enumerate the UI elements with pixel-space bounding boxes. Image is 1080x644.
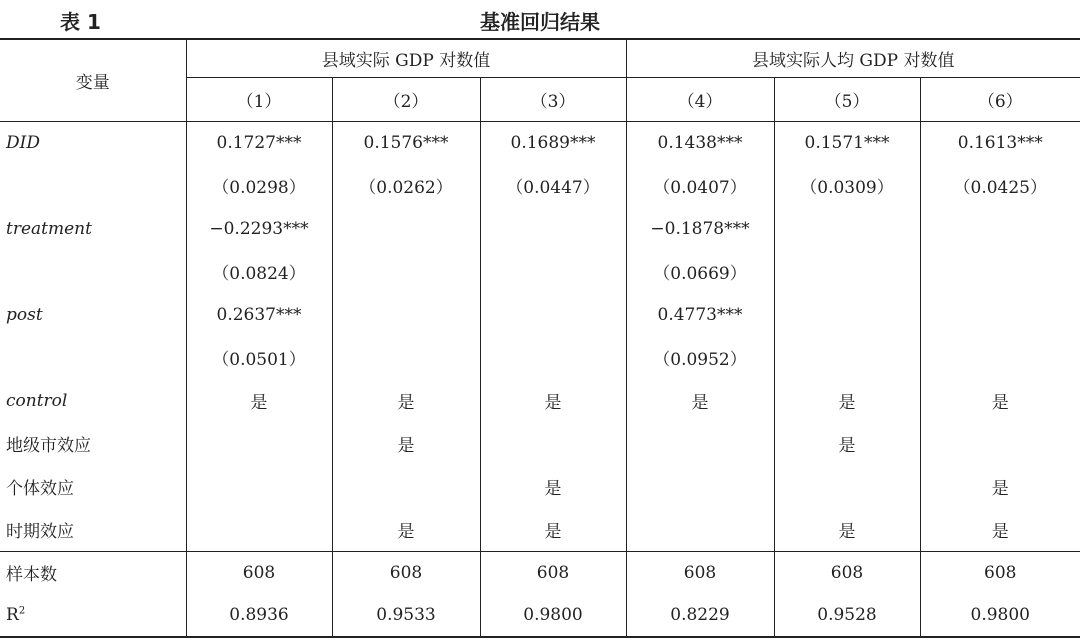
table-cell [626,508,774,551]
table-cell: 是 [186,379,332,422]
table-cell: 是 [991,521,1009,542]
table-cell [774,250,920,293]
table-cell: （0.0824） [186,250,332,293]
table-row [0,293,1080,336]
row-label: DID [0,121,186,164]
table-title: 基准回归结果 [480,10,600,34]
table-cell: （0.0407） [626,164,774,207]
table-cell: 0.1689*** [480,121,626,164]
row-label: 地级市效应 [0,422,186,465]
table-cell: 是 [332,422,480,465]
table-cell: 0.1613*** [920,121,1080,164]
table-row [0,207,1080,250]
table-cell: 0.1727*** [186,121,332,164]
table-cell: 是 [774,422,920,465]
table-cell [774,293,920,336]
table-cell: 是 [332,508,480,551]
table-cell [920,336,1080,379]
table-cell [332,207,480,250]
table-cell: 是 [480,379,626,422]
table-cell: 0.1571*** [774,121,920,164]
table-cell [920,250,1080,293]
table-cell [480,293,626,336]
table-cell: （0.0669） [626,250,774,293]
table-row [0,465,1080,508]
header-col: （5） [774,77,920,121]
table-cell: 是 [991,479,1009,499]
row-label [0,594,186,637]
table-row [0,250,1080,293]
row-label: treatment [0,207,186,250]
table-row [0,508,1080,551]
table-cell: 0.4773*** [626,293,774,336]
table-cell: 是 [991,393,1009,413]
table-cell: （0.0447） [480,164,626,207]
header-col: （3） [480,77,626,121]
table-cell [186,422,332,465]
table-cell: 608 [480,551,626,594]
table-cell [480,422,626,465]
table-cell: 608 [332,551,480,594]
header-col: （2） [332,77,480,121]
table-cell [332,250,480,293]
table-row [0,551,1080,594]
table-cell [920,422,1080,465]
table-cell: （0.0298） [186,164,332,207]
table-cell [480,336,626,379]
header-group-gdp-per-capita: 县域实际人均 GDP 对数值 [626,39,1080,77]
row-label [0,250,186,293]
table-label: 表 1 [60,10,101,34]
table-cell: 是 [774,379,920,422]
table-row [0,379,1080,422]
table-row [0,594,1080,637]
header-col: （1） [186,77,332,121]
header-col: （4） [626,77,774,121]
table-row [0,336,1080,379]
table-cell [186,508,332,551]
table-cell: （0.0262） [332,164,480,207]
row-label: 时期效应 [0,508,186,551]
row-label: control [0,379,186,422]
table-cell: 是 [774,508,920,551]
table-cell [626,422,774,465]
table-cell [920,207,1080,250]
table-cell: 0.9800 [480,594,626,637]
row-label-sup: 2 [18,605,26,617]
table-caption [0,4,1080,34]
table-cell: 0.8229 [626,594,774,637]
table-cell: 0.1576*** [332,121,480,164]
table-cell: 0.8936 [186,594,332,637]
row-label: 个体效应 [0,465,186,508]
regression-table [0,38,1080,638]
table-cell: 0.2637*** [186,293,332,336]
row-label: post [0,293,186,336]
table-cell: 0.1438*** [626,121,774,164]
table-cell [480,207,626,250]
table-row [0,121,1080,164]
row-label-base: R [6,605,19,625]
table-cell: 608 [774,551,920,594]
table-cell: 0.9528 [774,594,920,637]
table-cell: −0.2293*** [186,207,332,250]
table-row [0,422,1080,465]
table-cell [774,465,920,508]
table-cell: 608 [626,551,774,594]
table-cell: 608 [920,551,1080,594]
table-cell [186,465,332,508]
table-cell: 是 [480,508,626,551]
table-cell: 是 [626,379,774,422]
row-label: 样本数 [0,551,186,594]
table-cell: （0.0309） [774,164,920,207]
table-cell [626,465,774,508]
table-cell: 608 [186,551,332,594]
table-cell: −0.1878*** [626,207,774,250]
table-cell: （0.0952） [626,336,774,379]
table-cell [332,293,480,336]
table-cell [774,207,920,250]
table-cell: 0.9533 [332,594,480,637]
header-variable: 变量 [0,39,186,121]
table-cell [774,336,920,379]
row-label [0,336,186,379]
row-label [0,164,186,207]
table-cell [480,250,626,293]
table-row [0,164,1080,207]
table-cell [332,336,480,379]
table-cell: （0.0425） [953,178,1047,198]
header-col: （6） [920,77,1080,121]
table-cell: （0.0501） [186,336,332,379]
header-group-gdp: 县域实际 GDP 对数值 [186,39,626,77]
table-cell [332,465,480,508]
table-cell: 是 [480,465,626,508]
table-cell: 0.9800 [920,594,1080,637]
table-cell: 是 [332,379,480,422]
table-cell [920,293,1080,336]
